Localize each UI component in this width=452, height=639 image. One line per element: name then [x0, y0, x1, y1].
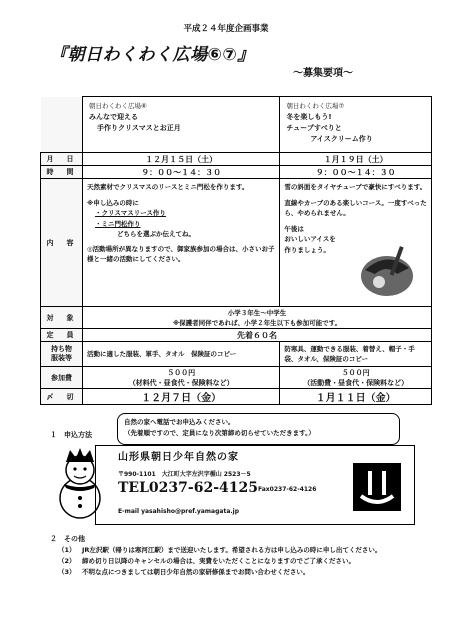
content-label: 内 容 [41, 179, 83, 307]
date-label: 月 日 [41, 153, 83, 166]
apply-notice [117, 413, 400, 445]
fee-label: 参加費 [41, 367, 83, 389]
event7-content-p3: 午後は [284, 224, 304, 233]
event7-header [280, 97, 432, 153]
event6-content [83, 179, 280, 307]
ice-cream-illustration [357, 240, 417, 298]
title-suffix: ～募集要項～ [293, 68, 353, 79]
org-phone: TEL0237-62-4125 [118, 480, 258, 496]
target-grades: 小学３年生～中学生 [227, 308, 287, 317]
other-section-title: ２ その他 [50, 535, 85, 543]
event6-name: 朝日わくわく広場⑥ [89, 102, 147, 110]
event6-content-p2: ※申し込みの時に [87, 198, 139, 207]
event6-time: ９：００～１４：３０ [83, 166, 280, 179]
other-notes [58, 545, 418, 578]
event7-content-p4: おいしいアイスを [284, 235, 336, 243]
event7-fee-note: （活動費・昼食代・保険料など） [303, 378, 409, 387]
capacity-label: 定 員 [41, 329, 83, 342]
event7-deadline: １月１１日（金） [280, 389, 432, 405]
event7-content-p1: 雪の斜面をタイヤチューブで豪快にすべります。 [284, 183, 427, 191]
event6-content-p3: ・クリスマスリース作り [95, 209, 166, 217]
corner-cell [41, 97, 83, 153]
event7-name: 朝日わくわく広場⑦ [286, 102, 345, 110]
page-title: 『朝日わくわく広場⑥⑦』 [50, 45, 255, 65]
event6-fee [83, 367, 280, 389]
event6-content-p6: ◎活動場所が異なりますので、御家族参加の場合は、小さいお子様と一緒の活動にしてください。 [87, 244, 275, 263]
event-table [40, 96, 432, 405]
items-label-line1: 持ち物 [51, 345, 72, 353]
event7-items: 防寒具、運動できる服装、着替え、帽子・手袋、タオル、保険証のコピー [280, 342, 432, 367]
event6-deadline: １２月７日（金） [83, 389, 280, 405]
event7-line2: チューブすべりと [286, 124, 342, 132]
event6-content-p4: ・ミニ門松作り [95, 219, 141, 228]
event6-content-p1: 天然素材でクリスマスのリースとミニ門松を作ります。 [87, 183, 249, 191]
org-logo [352, 462, 402, 512]
event7-time: ９：００～１４：３０ [280, 166, 432, 179]
event6-fee-note: （材料代・昼食代・保険料など） [128, 378, 234, 387]
apply-line2: （先着順ですので、定員になり次第締め切らせていただきます。） [124, 429, 315, 437]
event6-header [83, 97, 280, 153]
items-label [41, 342, 83, 367]
event7-fee-amount: ５００円 [341, 368, 370, 377]
note-item: （1） JR左沢駅（帰りは寒河江駅）まで送迎いたします。希望される方は申し込みの時に申し出てください。 [58, 546, 382, 554]
event6-date: １２月１５日（土） [83, 153, 280, 166]
org-fax: Fax0237-62-4126 [258, 486, 317, 493]
apply-line1: 自然の家へ電話でお申込みください。 [124, 418, 235, 426]
org-address: 〒990-1101 大江町大字左沢字楯山 2523－5 [118, 471, 251, 478]
event7-content-p5: 作りましょう。 [284, 245, 330, 254]
target-label: 対 象 [41, 307, 83, 329]
event-subtitle: 平成２４年度企画事業 [183, 24, 269, 34]
event7-fee [280, 367, 432, 389]
note-item: （2） 締め切り日以降のキャンセルの場合は、実費をいただくことになりますのでご了承ください。 [58, 557, 355, 565]
target-note: ※保護者同伴であれば、小学２年生以下も参加可能です。 [172, 318, 342, 327]
event6-line2: 手作りクリスマスとお正月 [97, 124, 181, 132]
time-label: 時 間 [41, 166, 83, 179]
deadline-label: 〆 切 [41, 389, 83, 405]
org-name: 山形県朝日少年自然の家 [118, 452, 239, 463]
event7-content-p2: 直線やカーブのある楽しいコース。一度すべったら、やめられません。 [284, 198, 427, 217]
event7-line3: アイスクリーム作り [310, 135, 373, 143]
target-cell [83, 307, 432, 329]
note-item: （3） 不明な点につきましては朝日少年自然の家研修係までお問い合わせください。 [58, 568, 310, 576]
event7-date: １月１９日（土） [280, 153, 432, 166]
items-label-line2: 服装等 [51, 354, 72, 362]
org-email: E-mail yasahisho@pref.yamagata.jp [118, 508, 240, 515]
capacity-value: 先着６０名 [83, 329, 432, 342]
event6-line1: みんなで迎える [89, 113, 138, 121]
event6-items: 活動に適した服装、軍手、タオル 保険証のコピー [83, 342, 280, 367]
event6-content-p5: どちらを選ぶか伝えてね。 [117, 230, 195, 238]
apply-section-title: １ 申込方法 [50, 431, 92, 439]
event7-line1: 冬を楽しもう! [286, 113, 332, 121]
event6-fee-amount: ５００円 [167, 368, 196, 377]
event7-content [280, 179, 432, 307]
